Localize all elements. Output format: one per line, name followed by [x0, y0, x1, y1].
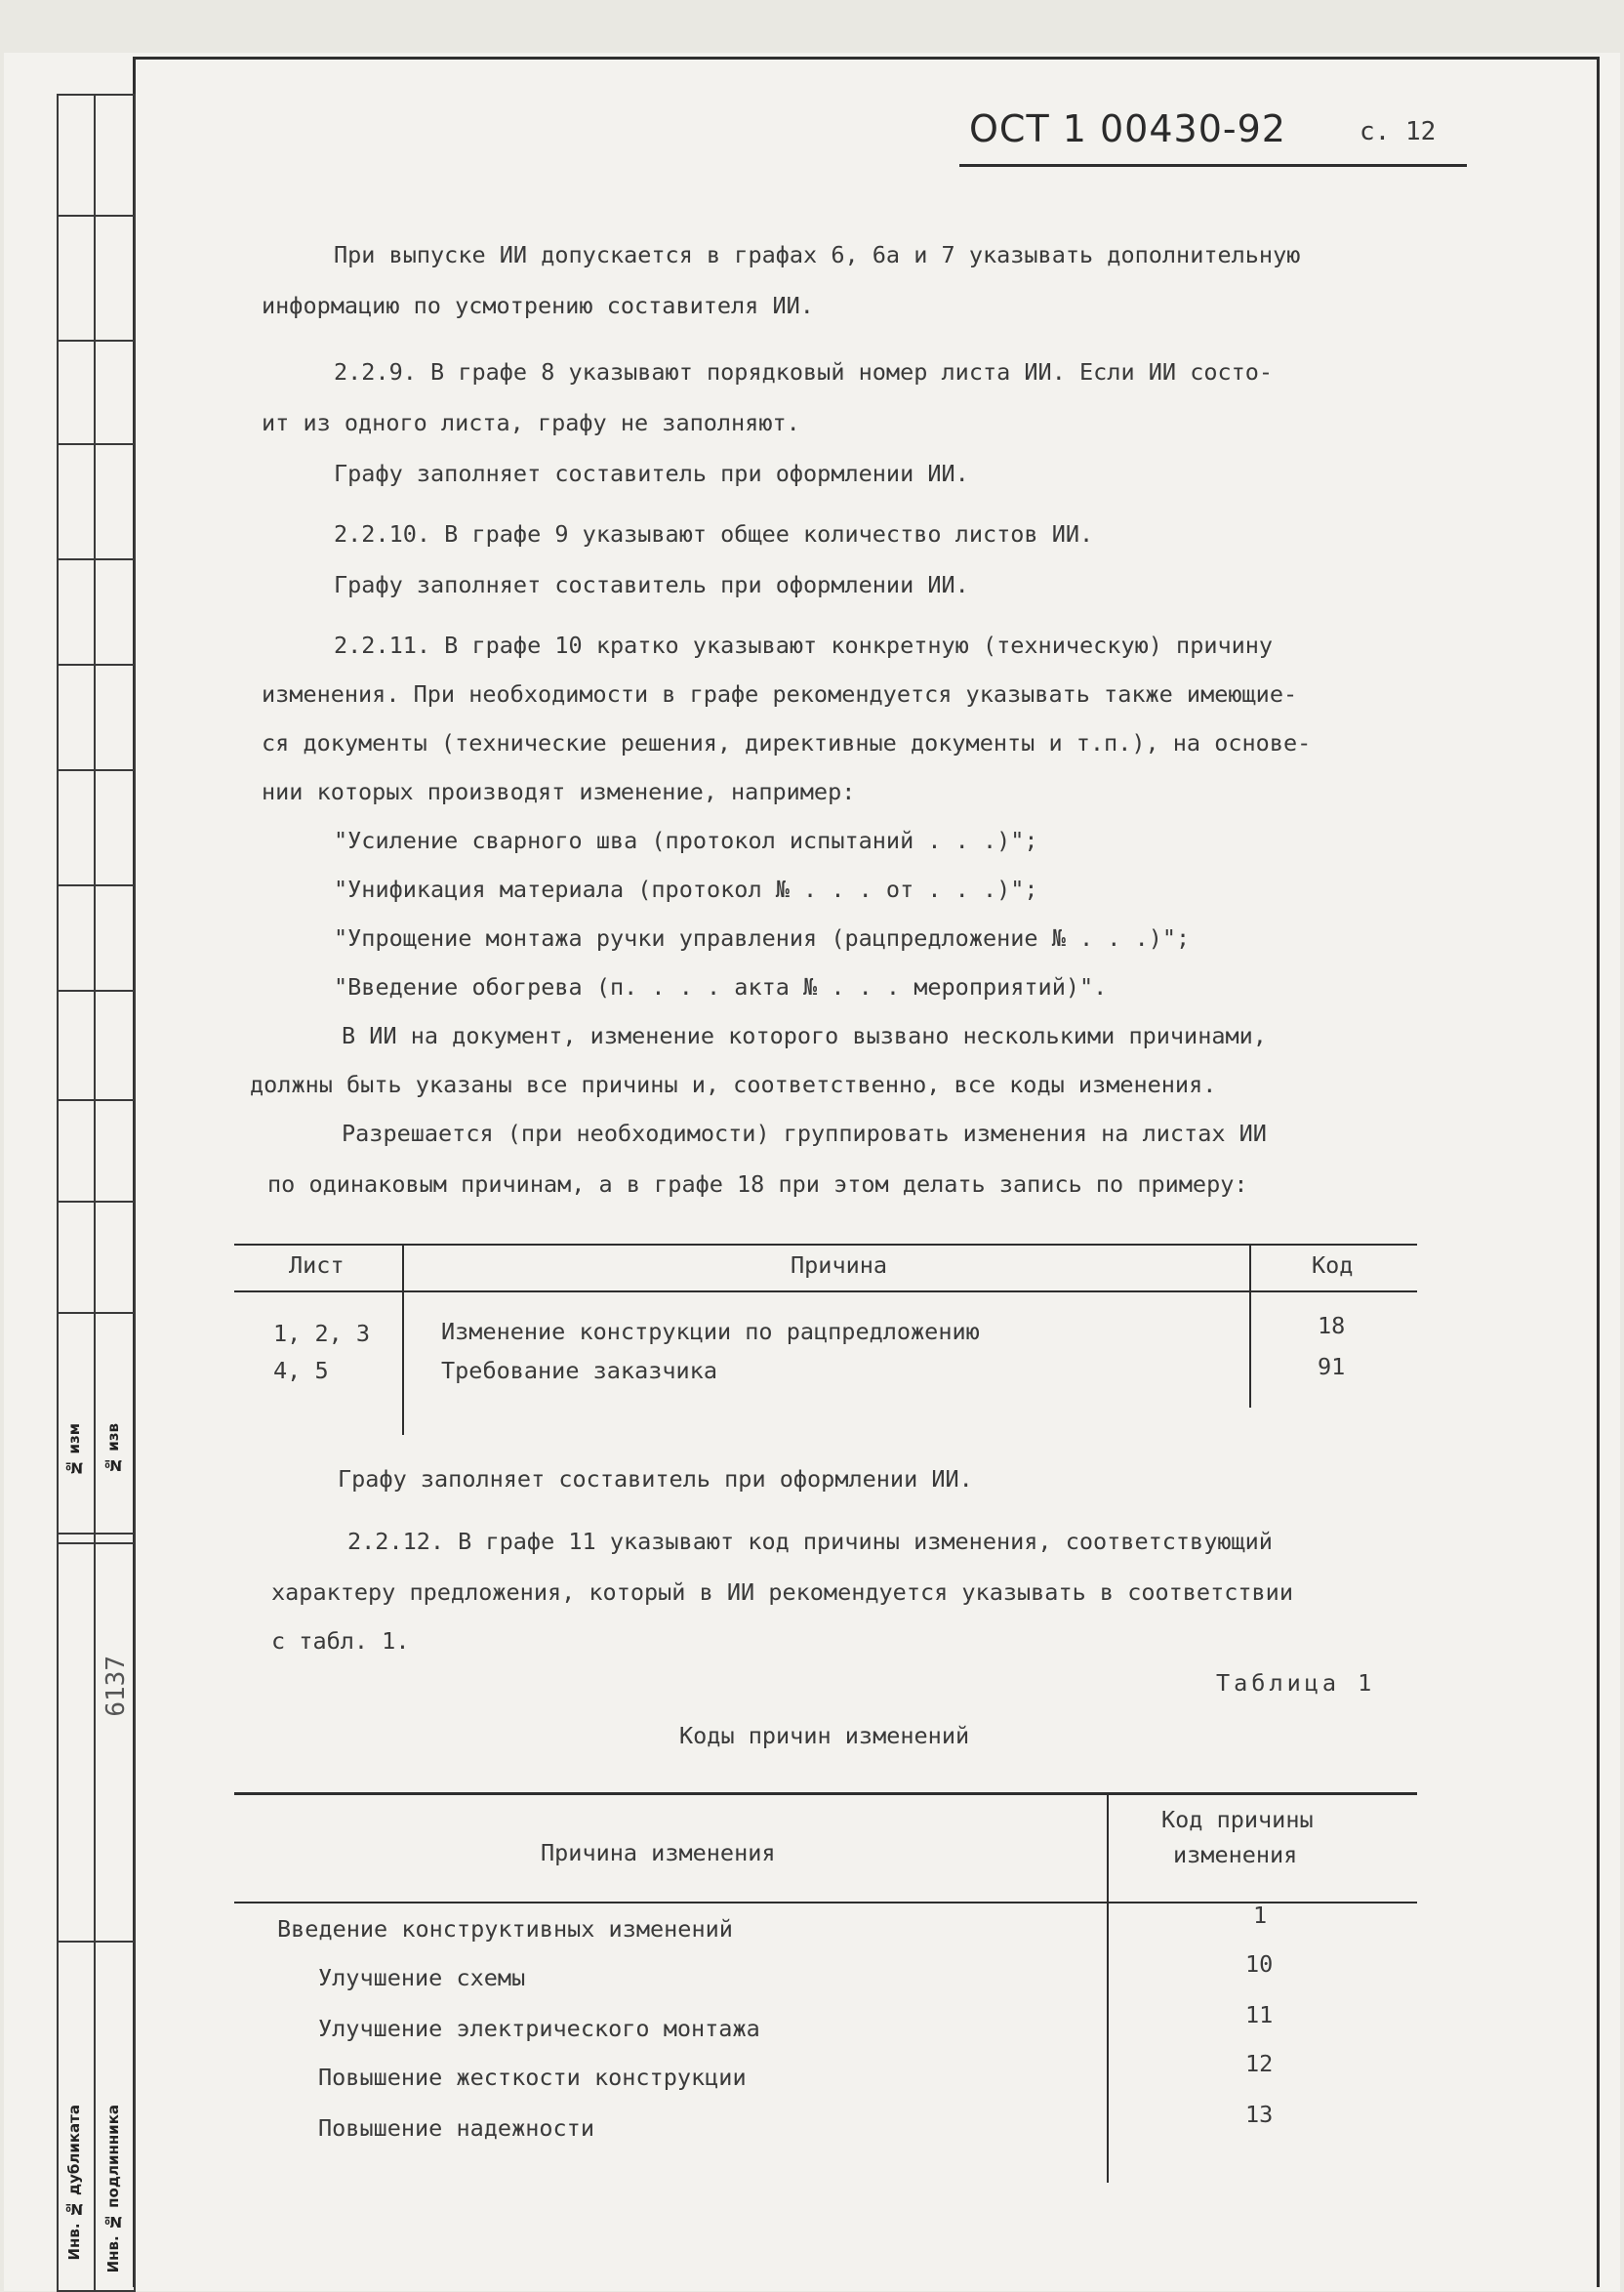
paragraph-line: должны быть указаны все причины и, соответственно, все коды изменения.: [250, 1071, 1217, 1098]
codes-table-header-code-2: изменения: [1173, 1841, 1298, 1868]
stamp-strip: [57, 94, 136, 2290]
table-cell: 13: [1245, 2101, 1274, 2128]
table-cell: 11: [1245, 2001, 1274, 2028]
stamp-inv-number: 6137: [102, 1656, 131, 1717]
table1-title: Коды причин изменений: [679, 1722, 970, 1749]
table-cell: Повышение надежности: [318, 2114, 594, 2142]
table-cell: 1, 2, 3: [273, 1320, 371, 1347]
stamp-label-dubl: Инв. № дубликата: [65, 2105, 83, 2261]
table-cell: Изменение конструкции по рацпредложению: [441, 1318, 980, 1345]
table-cell: 4, 5: [273, 1357, 329, 1384]
header-underline: [959, 164, 1467, 167]
paragraph-line: Разрешается (при необходимости) группировать изменения на листах ИИ: [342, 1120, 1267, 1147]
paragraph-line: с табл. 1.: [271, 1627, 410, 1655]
example-table-header-code: Код: [1312, 1251, 1354, 1279]
paragraph-line: ит из одного листа, графу не заполняют.: [262, 409, 800, 436]
example-table-header-sheet: Лист: [289, 1251, 345, 1279]
codes-table: [234, 1792, 1435, 2183]
paragraph-line: Графу заполняет составитель при оформлении ИИ.: [334, 460, 969, 487]
paragraph-line: "Введение обогрева (п. . . . акта № . . . мероприятий)".: [334, 973, 1108, 1001]
table-cell: Улучшение схемы: [318, 1964, 526, 1991]
document-code: ОСТ 1 00430-92: [969, 107, 1286, 150]
codes-table-header-reason: Причина изменения: [541, 1839, 776, 1866]
paragraph-line: 2.2.9. В графе 8 указывают порядковый номер листа ИИ. Если ИИ состо-: [334, 358, 1274, 386]
paragraph-line: ся документы (технические решения, директивные документы и т.п.), на основе-: [262, 729, 1312, 757]
table-cell: 18: [1318, 1312, 1346, 1339]
table-cell: Введение конструктивных изменений: [277, 1915, 733, 1943]
table-cell: 10: [1245, 1950, 1274, 1978]
paragraph-line: нии которых производят изменение, например:: [262, 778, 856, 805]
paragraph-line: Графу заполняет составитель при оформлении ИИ.: [338, 1465, 973, 1493]
example-table-header-reason: Причина: [791, 1251, 888, 1279]
paragraph-line: В ИИ на документ, изменение которого вызвано несколькими причинами,: [342, 1022, 1267, 1049]
table-cell: 1: [1253, 1902, 1268, 1929]
paragraph-line: "Унификация материала (протокол № . . . от . . .)";: [334, 876, 1038, 903]
stamp-label-podl: Инв. № подлинника: [104, 2105, 122, 2273]
paragraph-line: 2.2.10. В графе 9 указывают общее количество листов ИИ.: [334, 520, 1094, 548]
paragraph-line: При выпуске ИИ допускается в графах 6, 6а и 7 указывать дополнительную: [334, 241, 1301, 268]
example-table: [234, 1244, 1435, 1435]
paragraph-line: 2.2.12. В графе 11 указывают код причины изменения, соответствующий: [347, 1528, 1273, 1555]
table-cell: 12: [1245, 2050, 1274, 2077]
paragraph-line: изменения. При необходимости в графе рекомендуется указывать также имеющие-: [262, 680, 1298, 708]
table-cell: Требование заказчика: [441, 1357, 717, 1384]
paragraph-line: по одинаковым причинам, а в графе 18 при этом делать запись по примеру:: [267, 1170, 1248, 1198]
table-cell: Повышение жесткости конструкции: [318, 2064, 747, 2091]
paragraph-line: 2.2.11. В графе 10 кратко указывают конкретную (техническую) причину: [334, 632, 1274, 659]
table1-label: Таблица 1: [1216, 1669, 1376, 1697]
paragraph-line: Графу заполняет составитель при оформлении ИИ.: [334, 571, 969, 598]
paragraph-line: характеру предложения, который в ИИ рекомендуется указывать в соответствии: [271, 1578, 1293, 1606]
page-number: с. 12: [1360, 117, 1437, 146]
codes-table-header-code-1: Код причины: [1161, 1806, 1314, 1833]
stamp-label-izm: № изм: [65, 1423, 83, 1477]
paragraph-line: информацию по усмотрению составителя ИИ.: [262, 292, 814, 319]
table-cell: 91: [1318, 1353, 1346, 1380]
paragraph-line: "Упрощение монтажа ручки управления (рацпредложение № . . .)";: [334, 924, 1191, 952]
table-cell: Улучшение электрического монтажа: [318, 2015, 760, 2042]
paragraph-line: "Усиление сварного шва (протокол испытаний . . .)";: [334, 827, 1038, 854]
stamp-label-izv: № изв: [104, 1423, 122, 1474]
